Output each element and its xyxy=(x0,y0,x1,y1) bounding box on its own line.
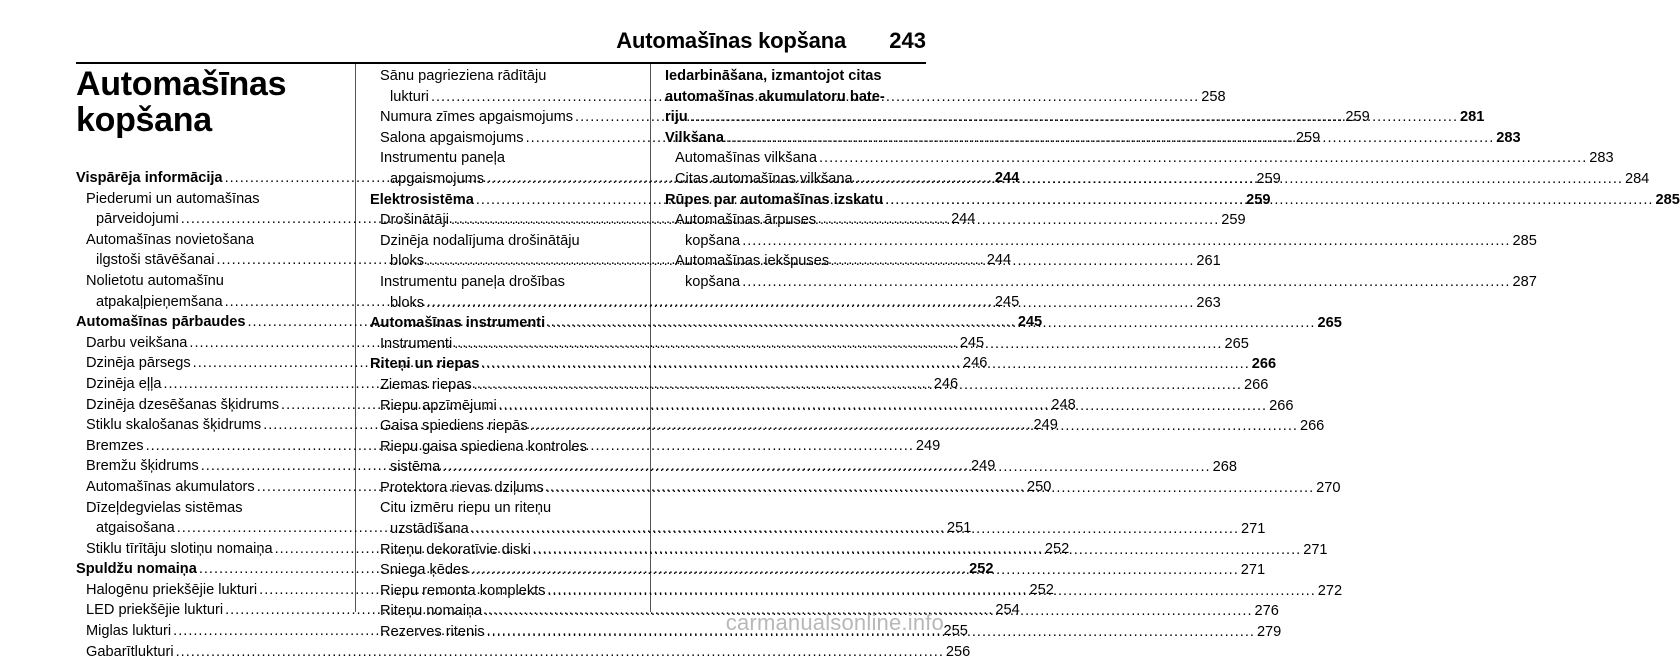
toc-entry-text: pārveidojumi xyxy=(96,211,179,228)
toc-entry-text: Stiklu tīrītāju slotiņu nomaiņa xyxy=(86,540,273,557)
toc-entry-text: bloks xyxy=(390,253,425,270)
toc-entry-page: 283 xyxy=(1589,150,1614,167)
toc-entry-text: Iedarbināšana, izmantojot citas xyxy=(665,68,882,84)
leader-dots xyxy=(499,396,1267,417)
leader-dots xyxy=(176,642,944,662)
toc-entry-text: Dzinēja dzesēšanas šķidrums xyxy=(86,396,280,413)
toc-entry-text: bloks xyxy=(390,294,425,311)
toc-entry-text: kopšana xyxy=(685,273,741,290)
toc-entry-text: Salona apgaismojums xyxy=(380,129,524,146)
toc-entry-text: Stiklu skalošanas šķidrums xyxy=(86,417,262,434)
leader-dots xyxy=(481,354,1249,375)
toc-entry-page: 252 xyxy=(969,561,994,578)
toc-entry-page: 265 xyxy=(1224,335,1249,352)
toc-entry-text: Riteņu dekoratīvie diski xyxy=(380,541,531,558)
leader-dots xyxy=(742,272,1510,293)
toc-entry-page: 263 xyxy=(1196,294,1221,311)
toc-entry-text: Automašīnas vilkšana xyxy=(675,150,817,167)
page-number: 243 xyxy=(889,28,926,53)
toc-entry-page: 259 xyxy=(1295,129,1321,146)
toc-entry-page: 246 xyxy=(933,375,959,392)
toc-entry-page: 266 xyxy=(1269,397,1294,414)
toc-entry-text: Automašīnas akumulators xyxy=(86,478,255,495)
toc-entry-text: kopšana xyxy=(685,232,741,249)
leader-dots xyxy=(530,416,1298,437)
toc-entry-page: 244 xyxy=(951,211,976,228)
toc-entry-page: 284 xyxy=(1624,170,1650,187)
toc-entry-page: 254 xyxy=(995,602,1020,619)
watermark: carmanualsonline.info xyxy=(725,610,944,635)
toc-entry-page: 245 xyxy=(994,293,1020,310)
toc-entry-text: LED priekšējie lukturi xyxy=(86,602,224,619)
leader-dots xyxy=(547,581,1315,602)
toc-entry-text: Halogēnu priekšējie lukturi xyxy=(86,581,258,598)
toc-entry-page: 259 xyxy=(1345,109,1370,126)
toc-item[interactable] xyxy=(76,642,971,662)
toc-entry-text: ilgstoši stāvēšanai xyxy=(96,252,215,269)
toc-entry-text: Riepu remonta komplekts xyxy=(380,582,546,599)
toc-entry-text: Dzinēja pārsegs xyxy=(86,355,191,372)
toc-entry-page: 252 xyxy=(1029,581,1054,598)
toc-entry-text: Nolietotu automašīnu xyxy=(86,272,224,289)
toc-entry-text: Riepu gaisa spiediena kontroles xyxy=(380,438,587,455)
toc-entry-text: Bremzes xyxy=(86,437,144,454)
toc-entry-text: Vilkšana xyxy=(665,129,724,146)
toc-entry-text: Gabarītlukturi xyxy=(86,643,174,660)
header-rule xyxy=(76,62,926,64)
toc-entry-page: 255 xyxy=(943,623,968,640)
toc-entry-page: 271 xyxy=(1241,521,1266,538)
toc-entry-page: 252 xyxy=(1044,540,1070,557)
toc-entry-text: Riepu apzīmējumi xyxy=(380,397,497,414)
toc-entry-page: 259 xyxy=(1221,212,1246,229)
toc-entry-page: 268 xyxy=(1212,459,1237,476)
toc-entry-text: Citu izmēru riepu un riteņu xyxy=(380,500,552,517)
toc-entry-page: 245 xyxy=(1017,314,1043,331)
toc-entry-page: 249 xyxy=(1033,417,1058,434)
toc-entry-page: 266 xyxy=(1243,376,1269,393)
toc-entry-page: 261 xyxy=(1196,253,1221,270)
leader-dots xyxy=(742,231,1510,252)
toc-entry-page: 271 xyxy=(1240,562,1266,579)
toc-entry-text: Vispārēja informācija xyxy=(76,170,223,186)
toc-entry-text: Ziemas riepas xyxy=(380,376,472,393)
toc-entry-page: 266 xyxy=(1251,356,1277,373)
toc-entry-text: Spuldžu nomaiņa xyxy=(76,561,197,578)
toc-entry-text: Miglas lukturi xyxy=(86,623,172,640)
toc-entry-text: Dzinēja nodalījuma drošinātāju xyxy=(380,232,580,249)
toc-entry-text: Drošinātāji xyxy=(380,212,449,229)
leader-dots xyxy=(546,478,1314,499)
toc-entry-text: uzstādīšana xyxy=(390,521,469,538)
toc-entry-text: Automašīnas instrumenti xyxy=(370,315,546,332)
toc-entry-text: Sniega ķēdes xyxy=(380,562,469,579)
toc-entry-page: 246 xyxy=(962,355,988,372)
toc-entry-page: 259 xyxy=(1246,191,1271,208)
toc-entry-page: 287 xyxy=(1512,273,1537,290)
toc-entry-text: atpakaļpieņemšana xyxy=(96,293,223,310)
toc-entry-text: Piederumi un automašīnas xyxy=(86,190,260,207)
chapter-title: Automašīnas kopšana xyxy=(76,65,287,139)
toc-entry-page: 265 xyxy=(1317,315,1342,332)
toc-entry-text: sistēma xyxy=(390,459,441,476)
leader-dots xyxy=(690,107,1458,128)
toc-entry-text: Dzinēja eļļa xyxy=(86,375,162,392)
leader-dots xyxy=(726,128,1494,149)
toc-entry-text: Automašīnas pārbaudes xyxy=(76,314,246,331)
toc-entry-text: Numura zīmes apgaismojums xyxy=(380,109,574,126)
toc-entry-text: riju xyxy=(665,109,688,126)
toc-entry-text: Rūpes par automašīnas izskatu xyxy=(665,191,884,208)
toc-entry-text: Automašīnas iekšpuses xyxy=(675,253,830,270)
toc-entry-page: 272 xyxy=(1317,582,1343,599)
toc-entry-page: 283 xyxy=(1496,129,1521,146)
toc-item[interactable] xyxy=(665,148,1614,169)
leader-dots xyxy=(885,190,1653,211)
leader-dots xyxy=(470,560,1238,581)
toc-entry-text: Instrumentu paneļa drošības xyxy=(380,273,565,290)
toc-entry-text: automašīnas akumulatoru bate- xyxy=(665,88,885,105)
toc-entry-text: Automašīnas novietošana xyxy=(86,231,254,248)
toc-entry-text: Instrumenti xyxy=(380,335,453,352)
toc-entry-text: Bremžu šķidrums xyxy=(86,458,199,475)
toc-entry-page: 251 xyxy=(947,520,972,537)
leader-dots xyxy=(454,334,1222,355)
toc-entry-page: 244 xyxy=(994,170,1020,186)
toc-entry-page: 266 xyxy=(1299,418,1325,435)
leader-dots xyxy=(533,540,1301,561)
leader-dots xyxy=(442,457,1210,478)
toc-entry-text: Elektrosistēma xyxy=(370,191,474,208)
toc-entry-page: 249 xyxy=(971,458,996,475)
toc-entry-text: Protektora rievas dziļums xyxy=(380,479,544,496)
toc-entry-text: Sānu pagrieziena rādītāju xyxy=(380,68,547,84)
leader-dots xyxy=(426,293,1194,314)
leader-dots xyxy=(474,375,1242,396)
toc-entry-text: Darbu veikšana xyxy=(86,334,188,351)
toc-entry-text: Instrumentu paneļa xyxy=(380,150,505,167)
toc-entry-text: apgaismojums xyxy=(390,170,485,187)
toc-entry-page: 258 xyxy=(1201,88,1226,105)
toc-entry-page: 276 xyxy=(1254,603,1279,620)
toc-entry-text: Riteņi un riepas xyxy=(370,356,480,373)
toc-entry-page: 256 xyxy=(945,643,971,660)
toc-entry-text: Riteņu nomaiņa xyxy=(380,603,483,620)
toc-item-continuation[interactable] xyxy=(665,272,1537,293)
leader-dots xyxy=(819,148,1587,169)
toc-entry-text: Citas automašīnas vilkšana xyxy=(675,170,853,187)
toc-entry-page: 245 xyxy=(959,334,985,351)
toc-entry-text: Automašīnas ārpuses xyxy=(675,212,817,229)
toc-entry-page: 285 xyxy=(1512,232,1537,249)
toc-entry-text: lukturi xyxy=(390,88,429,105)
toc-item-continuation[interactable] xyxy=(665,231,1537,252)
toc-entry-page: 281 xyxy=(1460,109,1485,126)
toc-entry-text: Rezerves ritenis xyxy=(380,624,485,641)
toc-entry-text: Gaisa spiediens riepās xyxy=(380,418,528,435)
leader-dots xyxy=(547,313,1315,334)
toc-entry-page: 249 xyxy=(915,437,941,454)
toc-entry-text: atgaisošana xyxy=(96,520,175,537)
toc-entry-page: 270 xyxy=(1316,479,1341,496)
toc-entry-text: Dīzeļdegvielas sistēmas xyxy=(86,499,243,516)
leader-dots xyxy=(471,519,1239,540)
page-header xyxy=(76,28,926,58)
toc-entry-page: 279 xyxy=(1256,624,1282,641)
leader-dots xyxy=(855,169,1623,190)
running-header-title: Automašīnas kopšana xyxy=(616,28,846,53)
toc-entry-page: 271 xyxy=(1303,541,1328,558)
toc-entry-page: 250 xyxy=(1027,478,1052,495)
toc-entry-page: 244 xyxy=(986,252,1012,269)
toc-entry-page: 259 xyxy=(1256,170,1281,187)
toc-entry-page: 285 xyxy=(1655,191,1680,208)
toc-entry-page: 248 xyxy=(1051,396,1076,413)
